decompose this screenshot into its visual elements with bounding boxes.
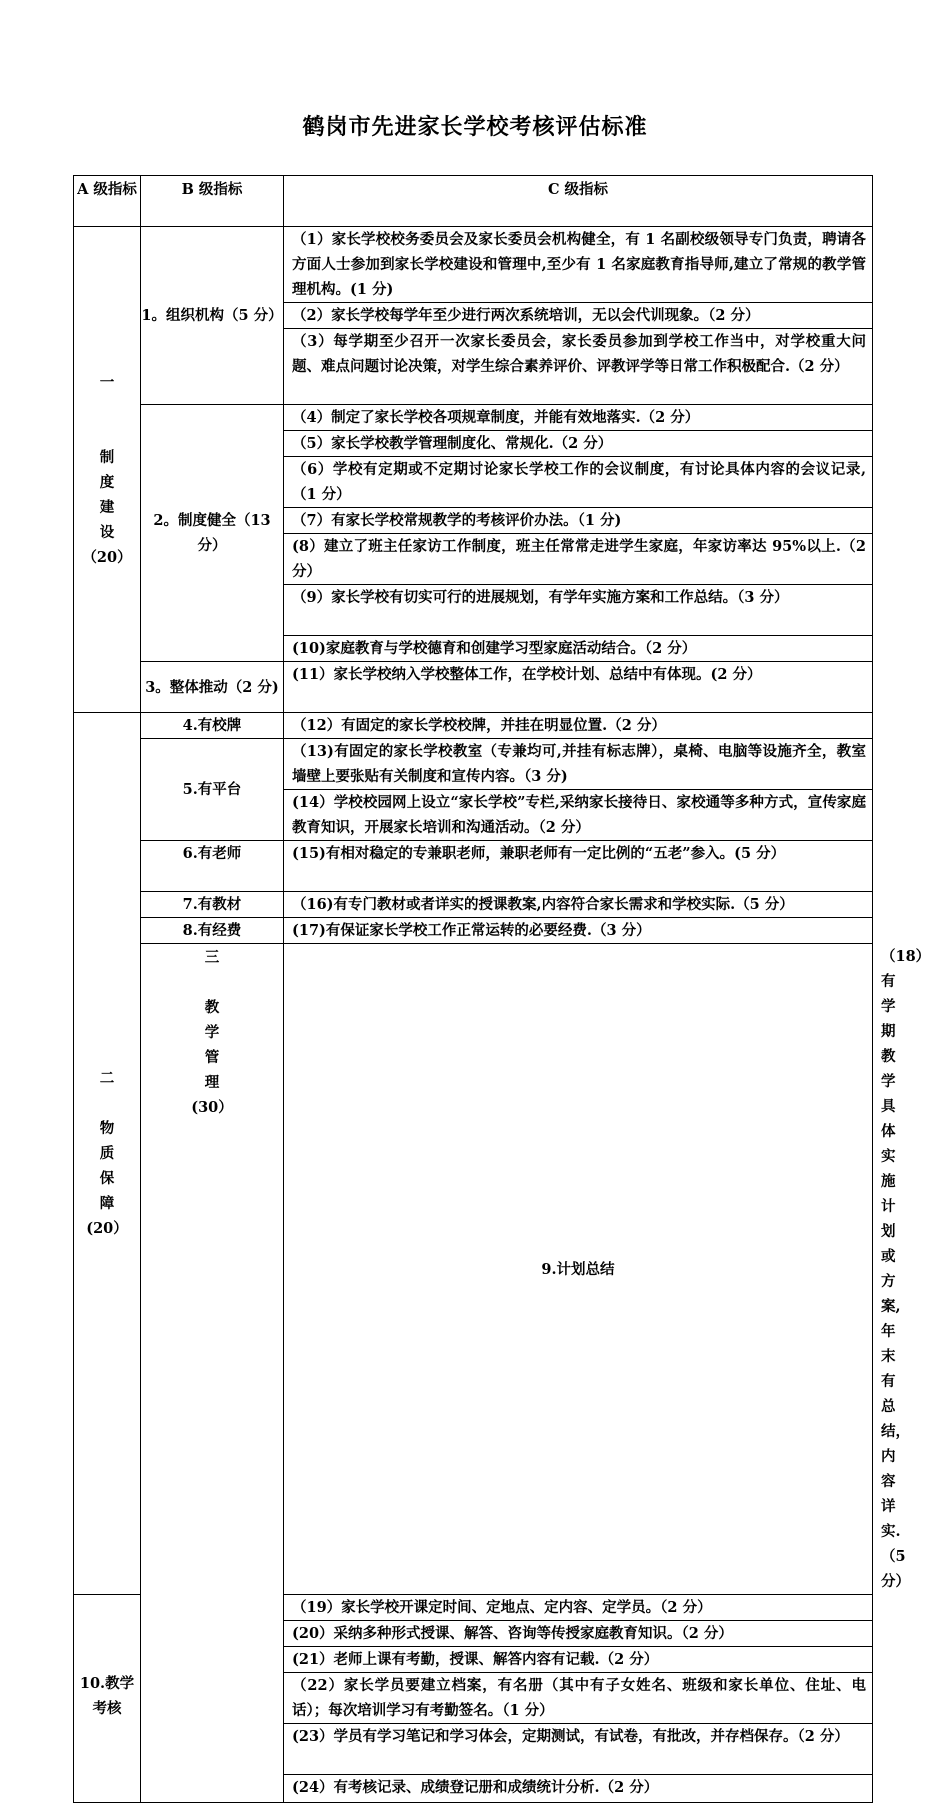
header-a-level: A 级指标 (74, 176, 141, 227)
evaluation-table (73, 175, 931, 1803)
b-level-cell: 10.教学考核 (74, 1595, 141, 1803)
table-row (74, 662, 873, 713)
b-level-cell: 8.有经费 (141, 918, 284, 944)
a-level-label: 二 物 质 保 障 (20） (86, 1070, 128, 1237)
c-level-cell: (24）有考核记录、成绩登记册和成绩统计分析.（2 分） (284, 1775, 873, 1803)
c-level-cell: (14）学校校园网上设立“家长学校”专栏,采纳家长接待日、家校通等多种方式，宣传家庭教育知识，开展家长培训和沟通活动。（2 分） (284, 790, 873, 841)
c-level-cell: （12）有固定的家长学校校牌，并挂在明显位置.（2 分） (284, 713, 873, 739)
c-level-cell: （1）家长学校校务委员会及家长委员会机构健全，有 1 名副校级领导专门负责，聘请各方面人士参加到家长学校建设和管理中,至少有 1 名家庭教育指导师,建立了常规的教学管理机构。(1 分) (284, 227, 873, 303)
table-row (74, 892, 873, 918)
a-level-cell-3 (141, 944, 284, 1803)
b-level-cell: 4.有校牌 (141, 713, 284, 739)
table-row (74, 405, 873, 431)
c-level-cell: （5）家长学校教学管理制度化、常规化.（2 分） (284, 431, 873, 457)
a-level-label: 三 教 学 管 理 (30） (191, 949, 233, 1116)
c-level-cell: (11）家长学校纳入学校整体工作，在学校计划、总结中有体现。(2 分） (284, 662, 873, 713)
c-level-cell: （3）每学期至少召开一次家长委员会，家长委员参加到学校工作当中，对学校重大问题、难点问题讨论决策，对学生综合素养评价、评教评学等日常工作积极配合.（2 分） (284, 329, 873, 405)
table-row: 三 教 学 管 理 (30） 9.计划总结 （18）有学期教学具体实施计划或方案,年末有总结，内容详实.（5 分） (74, 944, 873, 1595)
table-row (74, 739, 873, 790)
b-level-cell: 5.有平台 (141, 739, 284, 841)
c-level-cell: (8）建立了班主任家访工作制度，班主任常常走进学生家庭，年家访率达 95%以上.（2 分） (284, 534, 873, 585)
header-c-level: C 级指标 (284, 176, 873, 227)
c-level-cell: （22）家长学员要建立档案，有名册（其中有子女姓名、班级和家长单位、住址、电话）；每次培训学习有考勤签名。（1 分） (284, 1673, 873, 1724)
c-level-cell: （6）学校有定期或不定期讨论家长学校工作的会议制度，有讨论具体内容的会议记录,（1 分） (284, 457, 873, 508)
a-level-label: 一 制 度 建 设 （20） (82, 373, 132, 566)
header-row (74, 176, 873, 227)
c-level-cell: （13)有固定的家长学校教室（专兼均可,并挂有标志牌），桌椅、电脑等设施齐全，教室墙壁上要张贴有关制度和宣传内容。（3 分) (284, 739, 873, 790)
a-level-cell-1 (74, 227, 141, 713)
c-level-cell: （9）家长学校有切实可行的进展规划，有学年实施方案和工作总结。（3 分） (284, 585, 873, 636)
c-level-cell: (23）学员有学习笔记和学习体会，定期测试，有试卷，有批改，并存档保存。（2 分） (284, 1724, 873, 1775)
page-title: 鹤岗市先进家长学校考核评估标准 (302, 114, 648, 140)
table-row (74, 713, 873, 739)
table-row (74, 841, 873, 892)
a-level-cell-2 (74, 713, 141, 1595)
c-level-cell: （4）制定了家长学校各项规章制度，并能有效地落实.（2 分） (284, 405, 873, 431)
table-row (74, 227, 873, 303)
b-level-cell: 1。组织机构（5 分） (141, 227, 284, 405)
c-level-cell: (17)有保证家长学校工作正常运转的必要经费.（3 分） (284, 918, 873, 944)
b-level-cell: 3。整体推动（2 分) (141, 662, 284, 713)
c-level-cell: (20）采纳多种形式授课、解答、咨询等传授家庭教育知识。（2 分） (284, 1621, 873, 1647)
b-level-cell: 6.有老师 (141, 841, 284, 892)
header-b-level: B 级指标 (141, 176, 284, 227)
b-level-cell: 7.有教材 (141, 892, 284, 918)
c-level-cell: （16)有专门教材或者详实的授课教案,内容符合家长需求和学校实际.（5 分） (284, 892, 873, 918)
c-level-cell: （2）家长学校每学年至少进行两次系统培训，无以会代训现象。（2 分） (284, 303, 873, 329)
c-level-cell: (10)家庭教育与学校德育和创建学习型家庭活动结合。（2 分） (284, 636, 873, 662)
b-level-cell: 9.计划总结 (284, 944, 873, 1595)
table-row (74, 918, 873, 944)
b-level-cell: 2。制度健全（13 分） (141, 405, 284, 662)
c-level-cell: （7）有家长学校常规教学的考核评价办法。（1 分) (284, 508, 873, 534)
c-level-cell: (21）老师上课有考勤，授课、解答内容有记载.（2 分） (284, 1647, 873, 1673)
c-level-cell: （19）家长学校开课定时间、定地点、定内容、定学员。（2 分） (284, 1595, 873, 1621)
c-level-cell: (15)有相对稳定的专兼职老师，兼职老师有一定比例的“五老”参入。(5 分） (284, 841, 873, 892)
